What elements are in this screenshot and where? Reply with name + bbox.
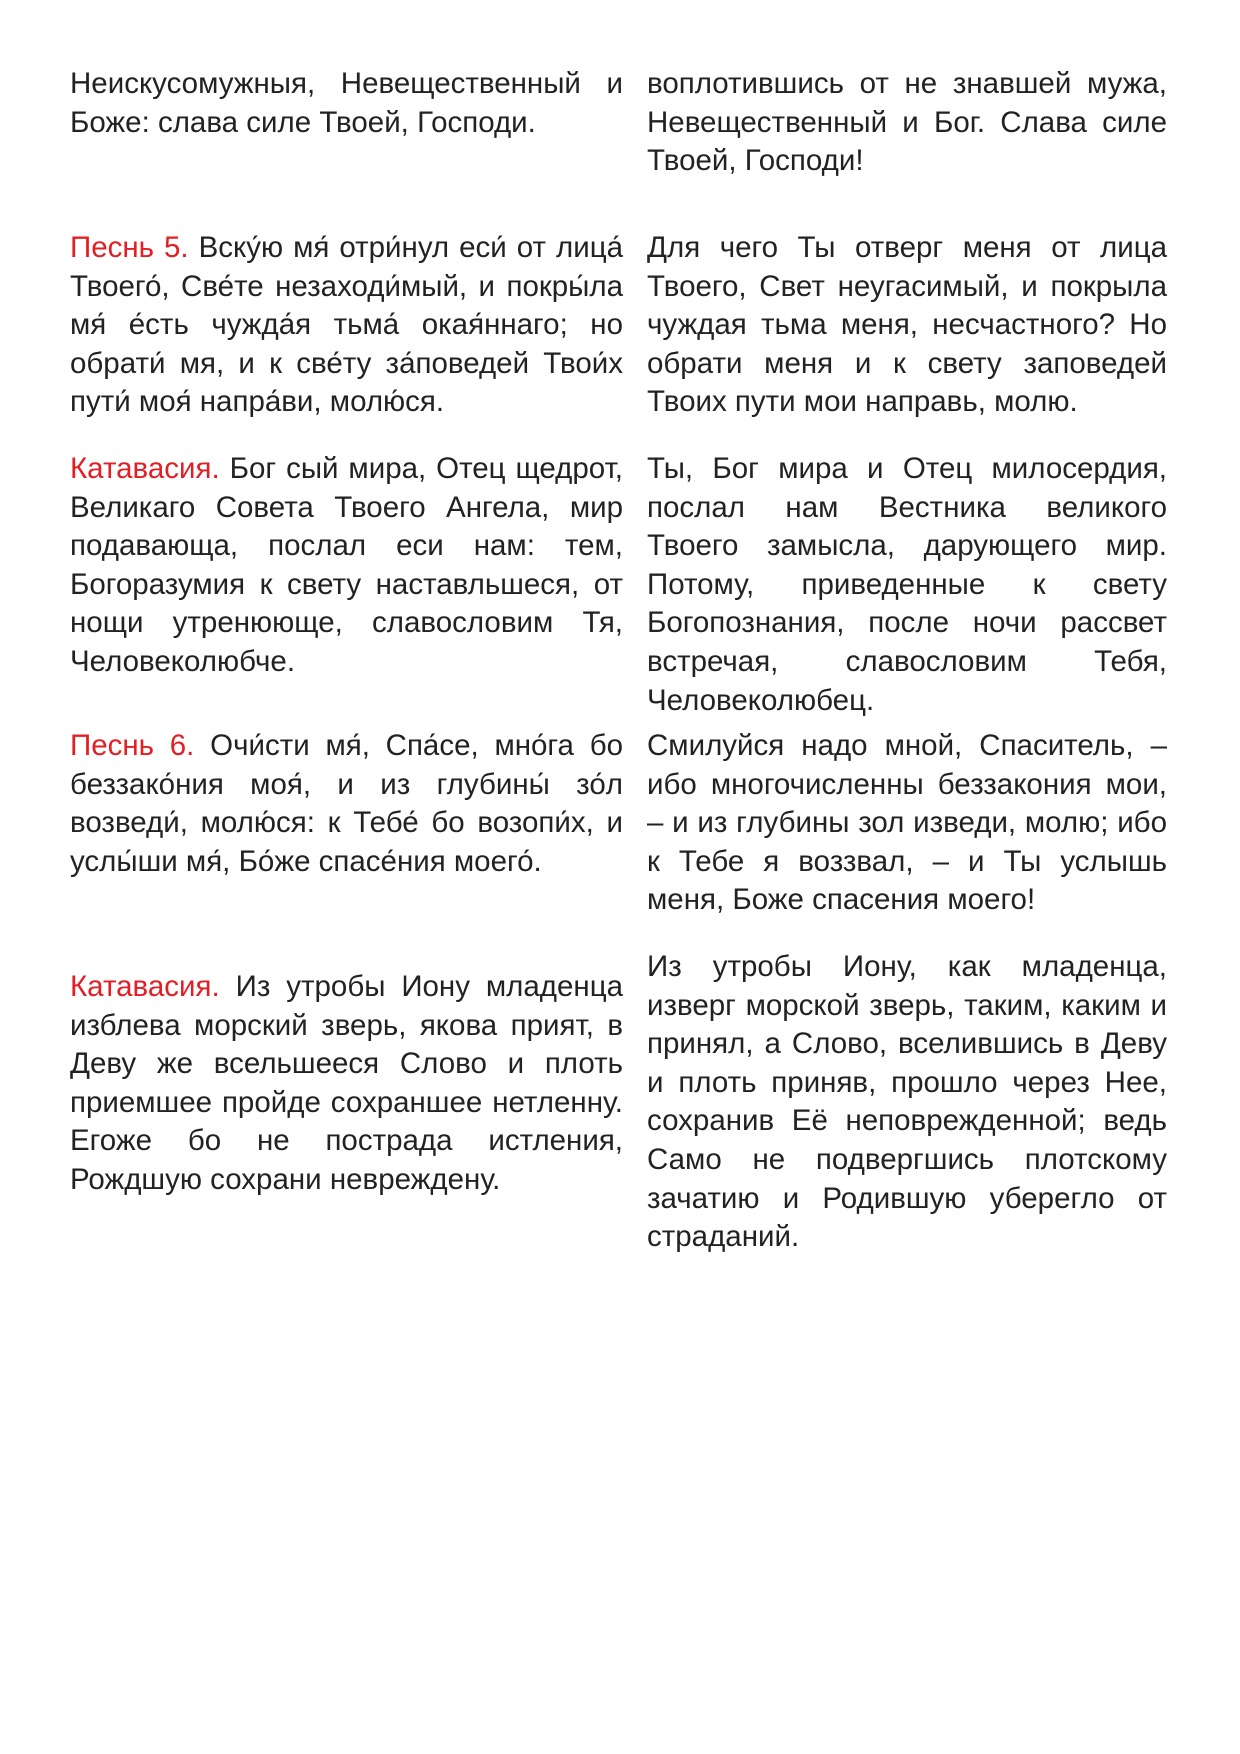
katavasia6-russian-text: Из утробы Иону, как младенца, изверг морской зверь, таким, каким и принял, а Слово, вселившись в Деву и плоть приняв, прошло через Нее, сохранив Её неповрежденной; ведь Само не подвергшись плотскому зачатию и Родившую уберегло от страданий. (647, 950, 1167, 1254)
song6-slavonic (70, 727, 623, 881)
katavasia5-heading: Катавасия. (70, 452, 220, 485)
irmos4-end-russian (647, 65, 1167, 181)
katavasia5-slavonic (70, 450, 623, 682)
katavasia6-heading: Катавасия. (70, 970, 220, 1003)
katavasia6-russian (647, 948, 1167, 1257)
song5-heading: Песнь 5. (70, 231, 189, 264)
song6-russian-text: Смилуйся надо мной, Спаситель, – ибо многочисленны беззакония мои, – и из глубины зол изведи, молю; ибо к Тебе я воззвал, – и Ты услышь меня, Боже спасения моего! (647, 729, 1167, 917)
song5-russian (647, 229, 1167, 422)
katavasia5-russian (647, 450, 1167, 720)
song5-russian-text: Для чего Ты отверг меня от лица Твоего, Свет неугасимый, и покрыла чуждая тьма меня, несчастного? Но обрати меня и к свету заповедей Твоих пути мои направь, молю. (647, 231, 1167, 419)
song5-slavonic-text: Вску́ю мя́ отри́нул еси́ от лица́ Твоего́, Све́те незаходи́мый, и покры́ла мя́ е́сть чужда́я тьма́ окая́ннаго; но обрати́ мя, и к све́ту за́поведей Твои́х пути́ моя́ напра́ви, молю́ся. (70, 231, 623, 419)
katavasia5-russian-text: Ты, Бог мира и Отец милосердия, послал нам Вестника великого Твоего замысла, дарующего мир. Потому, приведенные к свету Богопознания, после ночи рассвет встречая, славословим Тебя, Человеколюбец. (647, 452, 1167, 717)
song6-heading: Песнь 6. (70, 729, 195, 762)
irmos4-end-slavonic-text: Неискусомужныя, Невещественный и Боже: слава силе Твоей, Господи. (70, 67, 623, 139)
irmos4-end-slavonic (70, 65, 623, 142)
katavasia6-slavonic (70, 968, 623, 1200)
katavasia5-slavonic-text: Бог сый мира, Отец щедрот, Великаго Совета Твоего Ангела, мир подавающа, послал еси нам: тем, Богоразумия к свету наставльшеся, от нощи утренююще, славословим Тя, Человеколюбче. (70, 452, 624, 678)
katavasia6-slavonic-text: Из утробы Иону младенца изблева морский зверь, якова прият, в Деву же всельшееся Слово и плоть приемшее пройде сохраншее нетленну. Егоже бо не пострада истления, Рождшую сохрани невреждену. (70, 970, 623, 1196)
irmos4-end-russian-text: воплотившись от не знавшей мужа, Невещественный и Бог. Слава силе Твоей, Господи! (647, 67, 1167, 178)
song5-slavonic (70, 229, 623, 422)
song6-russian (647, 727, 1167, 920)
song6-slavonic-text: Очи́сти мя́, Спа́се, мно́га бо беззако́ния моя́, и из глубины́ зо́л возведи́, молю́ся: к Тебе́ бо возопи́х, и услы́ши мя́, Бо́же спасе́ния моего́. (70, 729, 624, 878)
